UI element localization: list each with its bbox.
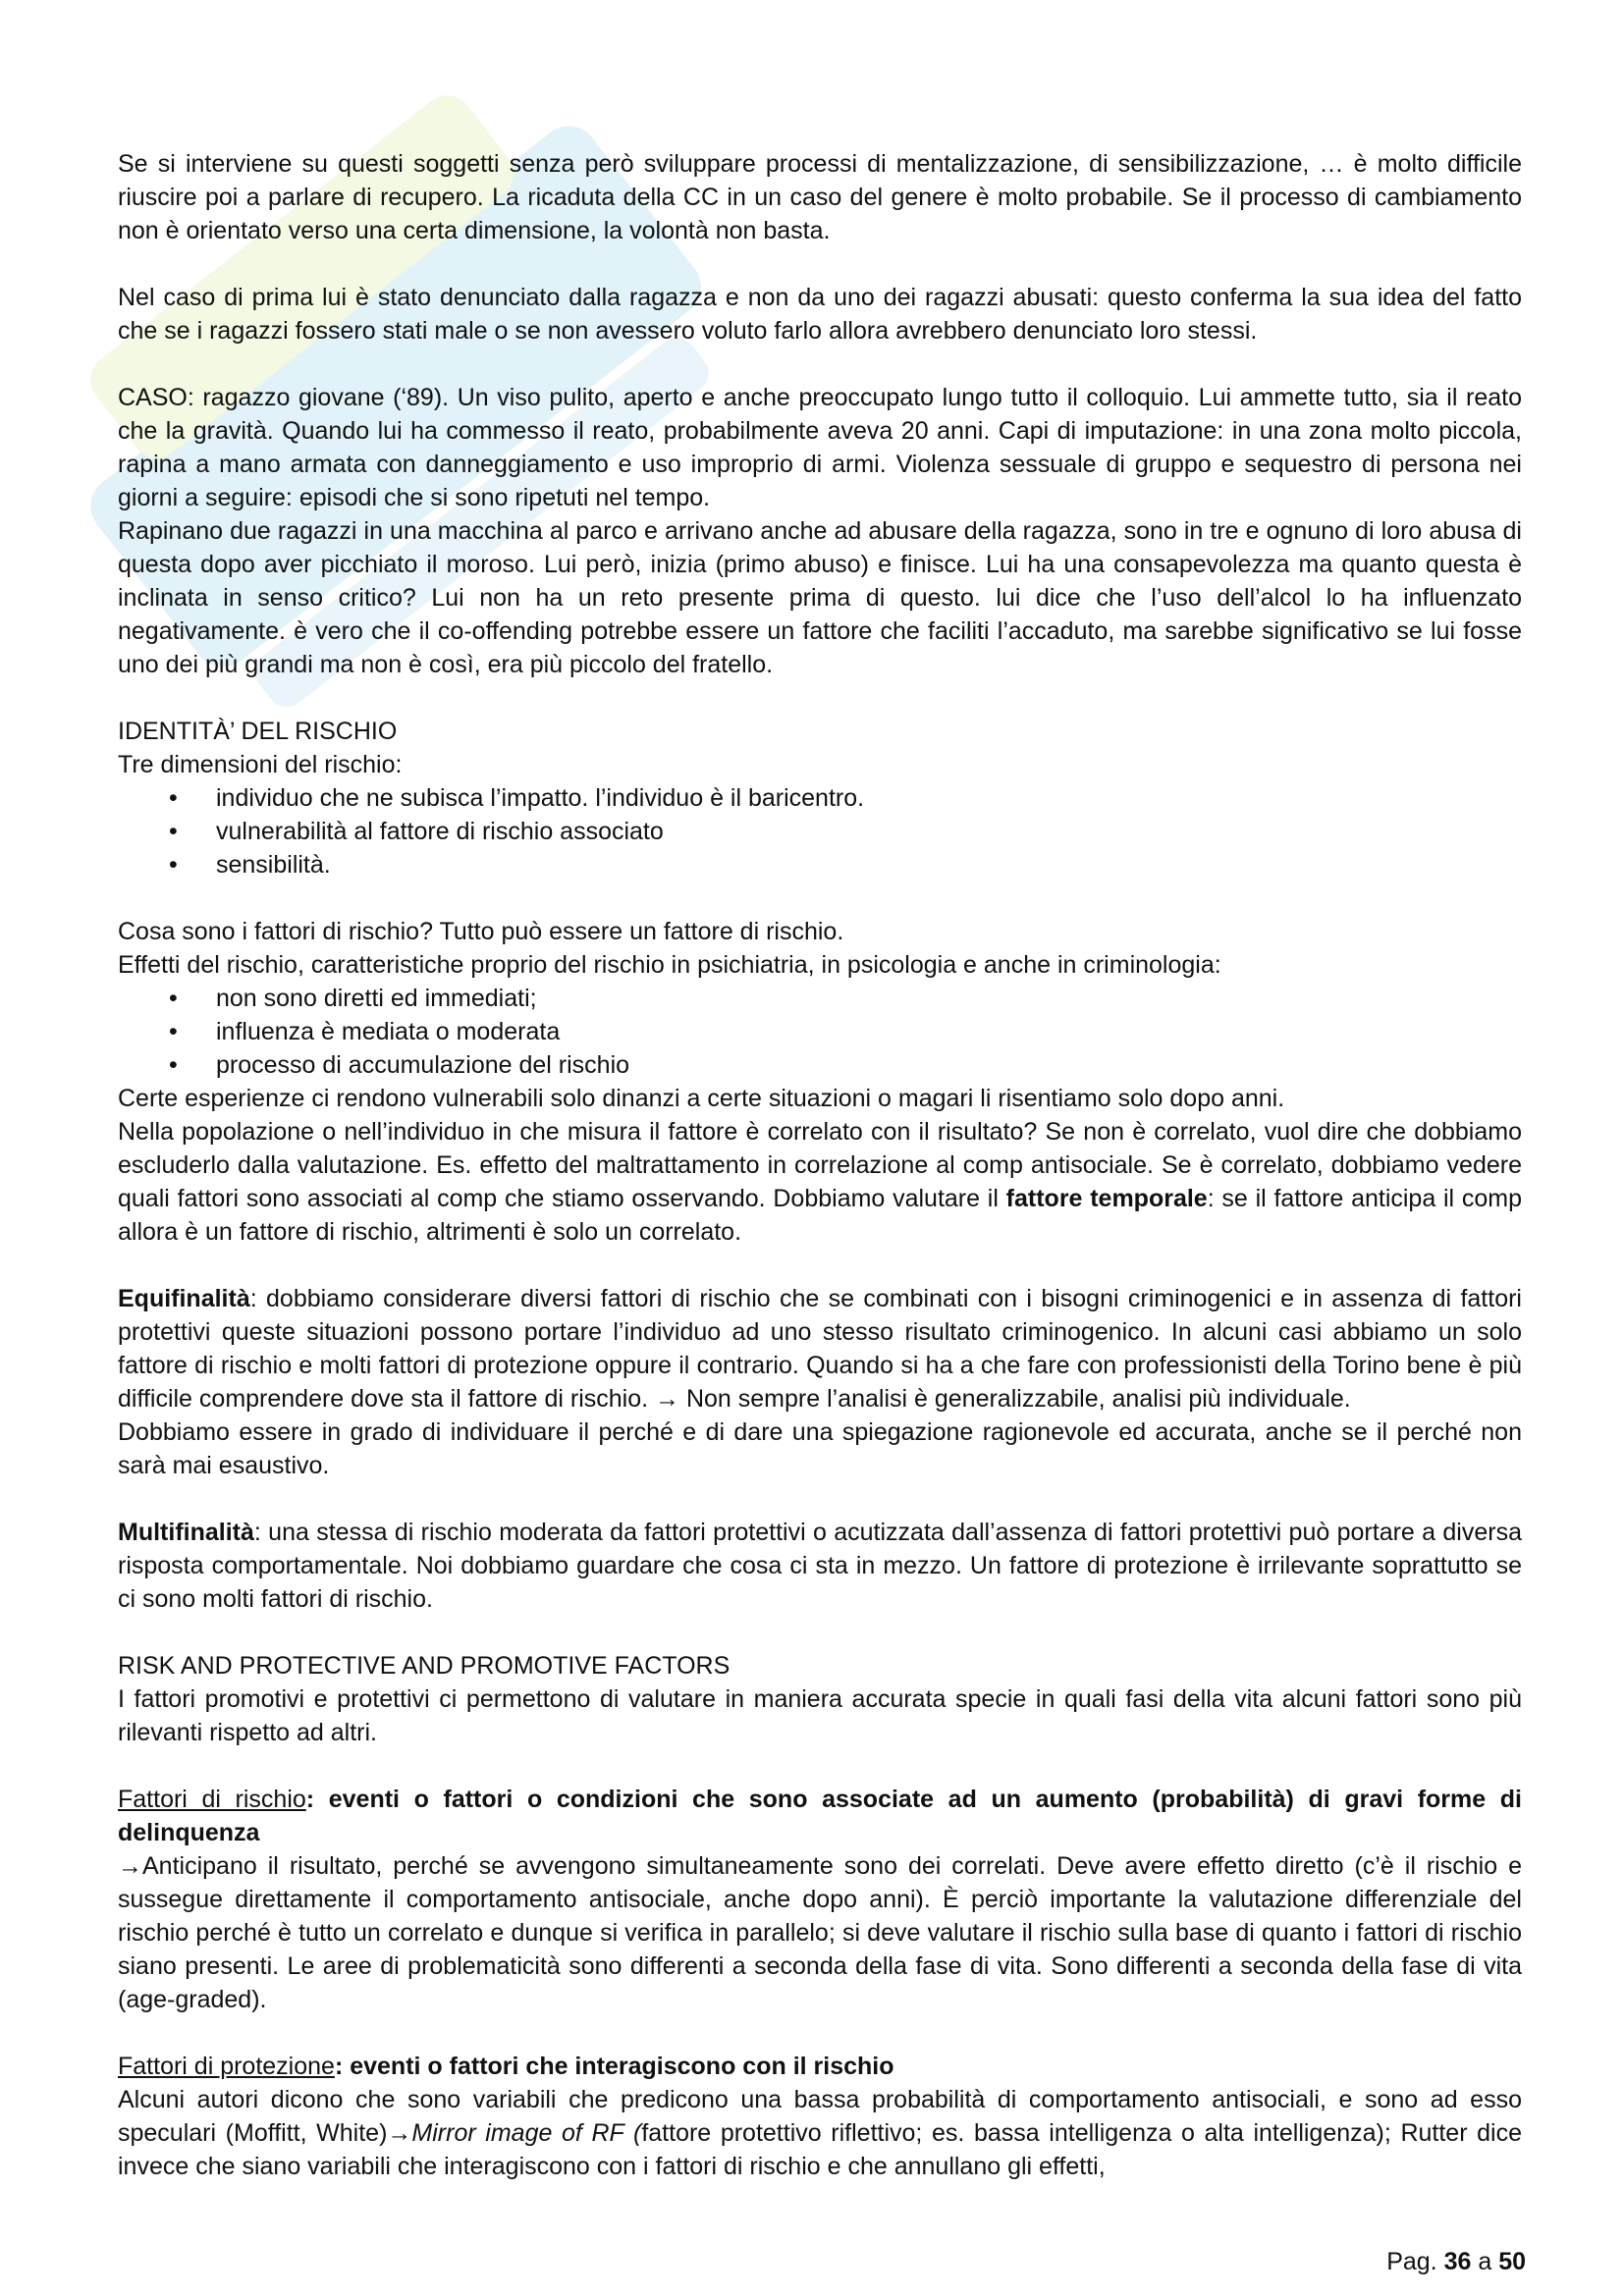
paragraph: Rapinano due ragazzi in una macchina al parco e arrivano anche ad abusare della ragazza, sono in tre e ognuno di loro abusa di questa dopo aver picchiato il moroso. Lui però, inizia (primo abuso) e finisce. Lui ha una consapevolezza ma quanto questa è inclinata in senso critico? Lui non ha un reto presente prima di questo. lui dice che l’uso dell’alcol lo ha influenzato negativamente. è vero che il co-offending potrebbe essere un fattore che faciliti l’accaduto, ma sarebbe significativo se lui fosse uno dei più grandi ma non è così, era più piccolo del fratello. [118,517,1522,678]
paragraph [118,1783,1522,1849]
italic-term: Mirror image of RF ( [411,2119,642,2147]
bold-definition: : eventi o fattori che interagiscono con il rischio [334,2053,894,2080]
paragraph [118,2083,1522,2183]
bold-term: fattore temporale [1005,1185,1208,1212]
text: Alcuni autori dicono che sono variabili che predicono una bassa probabilità di comportamento antisociali, e sono ad esso speculari (Moffitt, White) [118,2086,1522,2147]
page-content [118,147,1522,2183]
section-heading: IDENTITÀ’ DEL RISCHIO [118,718,398,745]
underlined-term: Fattori di rischio [118,1786,306,1813]
paragraph: Dobbiamo essere in grado di individuare il perché e di dare una spiegazione ragionevole ed accurata, anche se il perché non sarà mai esaustivo. [118,1418,1522,1479]
paragraph: CASO: ragazzo giovane (‘89). Un viso pulito, aperto e anche preoccupato lungo tutto il colloquio. Lui ammette tutto, sia il reato che la gravità. Quando lui ha commesso il reato, probabilmente aveva 20 anni. Capi di imputazione: in una zona molto piccola, rapina a mano armata con danneggiamento e uso improprio di armi. Violenza sessuale di gruppo e sequestro di persona nei giorni a seguire: episodi che si sono ripetuti nel tempo. [118,384,1522,511]
arrow-icon: → [387,2119,412,2147]
list-item: • non sono diretti ed immediati; [118,982,1522,1015]
arrow-icon: → [118,1852,142,1880]
paragraph: Certe esperienze ci rendono vulnerabili solo dinanzi a certe situazioni o magari li risentiamo solo dopo anni. [118,1085,1285,1112]
text: Anticipano il risultato, perché se avvengono simultaneamente sono dei correlati. Deve avere effetto diretto (c’è il rischio e sussegue direttamente il comportamento antisociale, anche dopo anni). È perciò importante la valutazione differenziale del rischio perché è tutto un correlato e dunque si verifica in parallelo; si deve valutare il rischio sulla base di quanto i fattori di rischio siano presenti. Le aree di problematicità sono differenti a seconda della fase di vita. Sono differenti a seconda della fase di vita (age-graded). [118,1852,1522,2013]
list-item: • vulnerabilità al fattore di rischio associato [118,815,1522,848]
text: : se il fattore anticipa il comp allora è un fattore di rischio, altrimenti è solo un correlato. [118,1185,1523,1246]
page-number [1386,2248,1526,2276]
list-item: • individuo che ne subisca l’impatto. l’individuo è il baricentro. [118,781,1522,815]
section-heading: RISK AND PROTECTIVE AND PROMOTIVE FACTORS [118,1652,731,1680]
paragraph: I fattori promotivi e protettivi ci permettono di valutare in maniera accurata specie in quali fasi della vita alcuni fattori sono più rilevanti rispetto ad altri. [118,1685,1522,1746]
bullet-list [118,982,1522,1082]
total-pages: 50 [1498,2248,1526,2275]
bullet-list [118,781,1522,881]
list-item: • sensibilità. [118,848,1522,881]
current-page: 36 [1443,2248,1472,2275]
paragraph [118,1115,1522,1249]
bold-definition: : eventi o fattori o condizioni che sono associate ad un aumento (probabilità) di gravi forme di delinquenza [118,1786,1522,1846]
paragraph: Nel caso di prima lui è stato denunciato dalla ragazza e non da uno dei ragazzi abusati: questo conferma la sua idea del fatto che se i ragazzi fossero stati male o se non avessero voluto farlo allora avrebbero denunciato loro stessi. [118,284,1522,345]
bold-term: Equifinalità [118,1285,250,1312]
underlined-term: Fattori di protezione [118,2053,335,2080]
text: fattore protettivo riflettivo; es. bassa intelligenza o alta intelligenza); Rutter dice invece che siano variabili che interagiscono con i fattori di rischio e che annullano gli effetti, [118,2119,1523,2180]
text: Pag. [1386,2248,1444,2275]
list-item: • processo di accumulazione del rischio [118,1048,1522,1082]
paragraph [118,2050,1522,2083]
paragraph: Effetti del rischio, caratteristiche proprio del rischio in psichiatria, in psicologia e anche in criminologia: [118,951,1221,979]
text: a [1471,2248,1499,2275]
paragraph [118,1849,1522,2016]
text: Nella popolazione o nell’individuo in che misura il fattore è correlato con il risultato? Se non è correlato, vuol dire che dobbiamo escluderlo dalla valutazione. Es. effetto del maltrattamento in correlazione al comp antisociale. Se è correlato, dobbiamo vedere quali fattori sono associati al comp che stiamo osservando. Dobbiamo valutare il [118,1118,1522,1212]
bold-term: Multifinalità [118,1519,254,1546]
text: : una stessa di rischio moderata da fattori protettivi o acutizzata dall’assenza di fattori protettivi può portare a diversa risposta comportamentale. Noi dobbiamo guardare che cosa ci sta in mezzo. Un fattore di protezione è irrilevante soprattutto se ci sono molti fattori di rischio. [118,1519,1522,1613]
paragraph: Se si interviene su questi soggetti senza però sviluppare processi di mentalizzazione, di sensibilizzazione, … è molto difficile riuscire poi a parlare di recupero. La ricaduta della CC in un caso del genere è molto probabile. Se il processo di cambiamento non è orientato verso una certa dimensione, la volontà non basta. [118,150,1522,244]
paragraph [118,1282,1522,1415]
paragraph: Tre dimensioni del rischio: [118,751,403,778]
text: : dobbiamo considerare diversi fattori di rischio che se combinati con i bisogni criminogenici e in assenza di fattori protettivi queste situazioni possono portare l’individuo ad uno stesso risultato criminogenico. In alcuni casi abbiamo un solo fattore di rischio e molti fattori di protezione oppure il contrario. Quando si ha a che fare con professionisti della Torino bene è più difficile comprendere dove sta il fattore di rischio. → Non sempre l’analisi è generalizzabile, analisi più individuale. [118,1285,1522,1413]
paragraph: Cosa sono i fattori di rischio? Tutto può essere un fattore di rischio. [118,918,844,945]
list-item: • influenza è mediata o moderata [118,1015,1522,1048]
paragraph [118,1516,1522,1616]
